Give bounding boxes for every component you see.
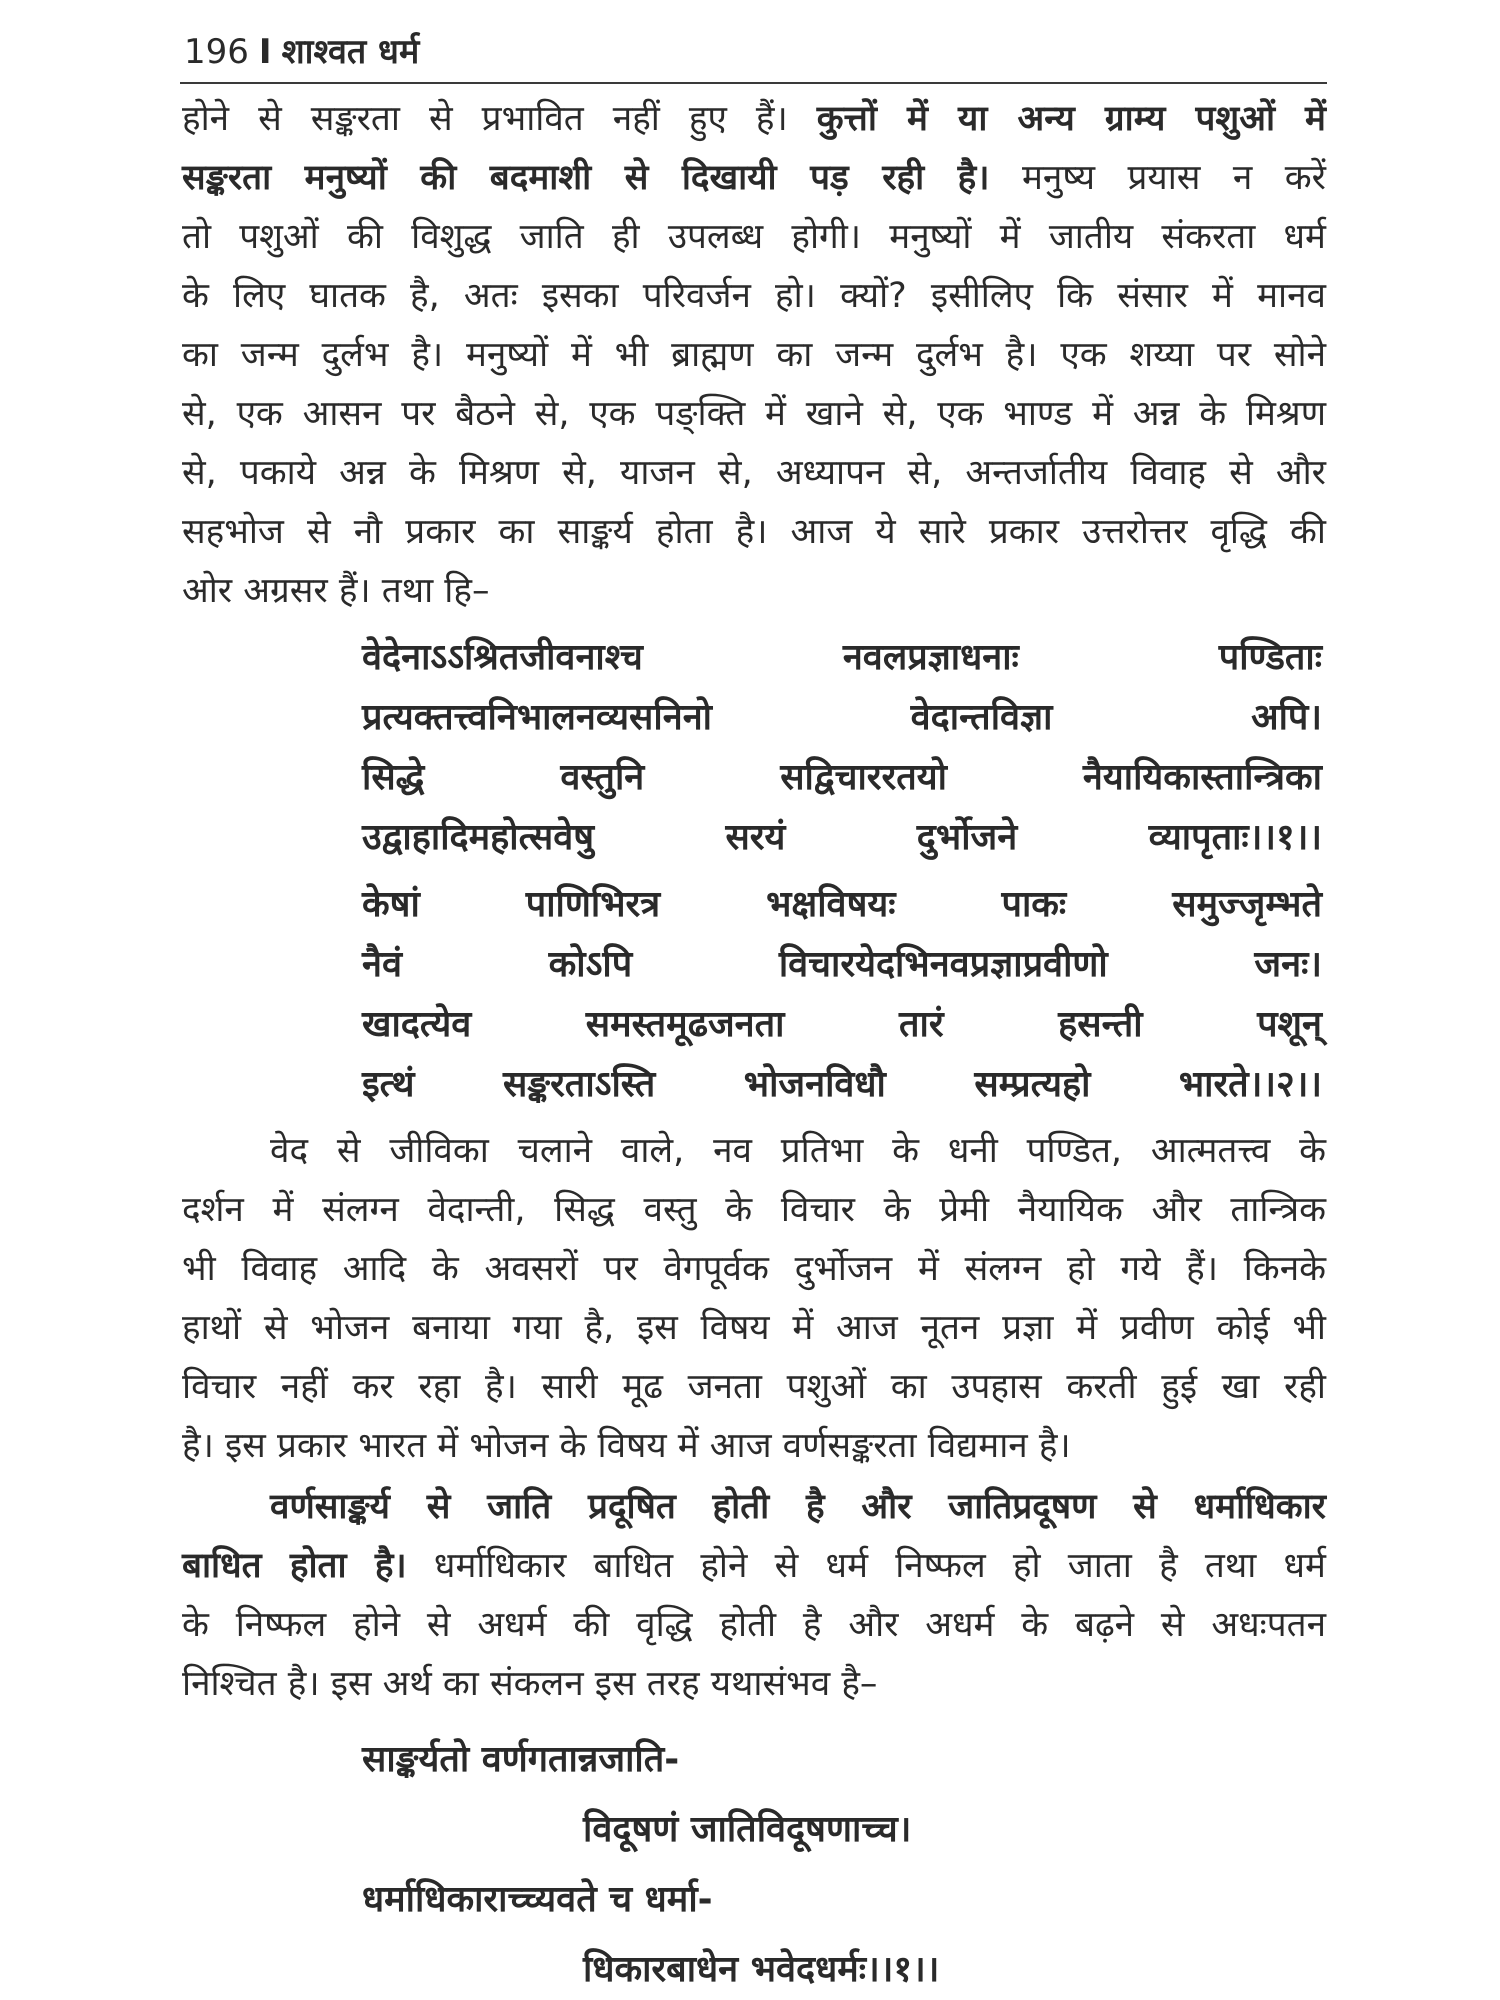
page-number: 196: [184, 32, 249, 72]
para3-line-1: वर्णसाङ्कर्य से जाति प्रदूषित होती है और जातिप्रदूषण से धर्माधिकार: [270, 1487, 1326, 1527]
para1-line-4: के लिए घातक है, अतः इसका परिवर्जन हो। क्यों? इसीलिए कि संसार में मानव: [182, 276, 1326, 316]
para1-line-3: तो पशुओं की विशुद्ध जाति ही उपलब्ध होगी। मनुष्यों में जातीय संकरता धर्म: [182, 217, 1326, 257]
verse1-line-1: वेदेनाऽऽश्रितजीवनाश्च नवलप्रज्ञाधनाः पण्डिताः: [362, 637, 1322, 678]
bold-emphasis: सङ्करता मनुष्यों की बदमाशी से दिखायी पड़ रही है।: [182, 158, 990, 198]
verse2-line-4: इत्थं सङ्करताऽस्ति भोजनविधौ सम्प्रत्यहो भारते।।२।।: [362, 1064, 1322, 1105]
para1-line-5: का जन्म दुर्लभ है। मनुष्यों में भी ब्राह्मण का जन्म दुर्लभ है। एक शय्या पर सोने: [182, 335, 1326, 375]
para2-line-3: भी विवाह आदि के अवसरों पर वेगपूर्वक दुर्भोजन में संलग्न हो गये हैं। किनके: [182, 1249, 1326, 1289]
para1-line-6: से, एक आसन पर बैठने से, एक पङ्क्ति में खाने से, एक भाण्ड में अन्न के मिश्रण: [182, 394, 1326, 434]
para3-line-3: के निष्फल होने से अधर्म की वृद्धि होती है और अधर्म के बढ़ने से अधःपतन: [182, 1605, 1326, 1645]
para2-line-6: है। इस प्रकार भारत में भोजन के विषय में आज वर्णसङ्करता विद्यमान है।: [182, 1426, 1071, 1466]
verse2-line-1: केषां पाणिभिरत्र भक्षविषयः पाकः समुज्जृम्भते: [362, 884, 1322, 925]
verse2-line-2: नैवं कोऽपि विचारयेदभिनवप्रज्ञाप्रवीणो जनः।: [362, 944, 1322, 985]
verse3-line-1: साङ्कर्यतो वर्णगतान्नजाति-: [362, 1739, 680, 1780]
para1-line-2: सङ्करता मनुष्यों की बदमाशी से दिखायी पड़ रही है। मनुष्य प्रयास न करें: [182, 158, 1326, 198]
header-rule: [180, 82, 1327, 84]
para2-line-4: हाथों से भोजन बनाया गया है, इस विषय में आज नूतन प्रज्ञा में प्रवीण कोई भी: [182, 1308, 1326, 1348]
verse1-line-2: प्रत्यक्तत्त्वनिभालनव्यसनिनो वेदान्तविज्ञा अपि।: [362, 697, 1322, 738]
verse3-line-3: धर्माधिकाराच्च्यवते च धर्मा-: [362, 1879, 713, 1920]
para1-line-1: होने से सङ्करता से प्रभावित नहीं हुए हैं। कुत्तों में या अन्य ग्राम्य पशुओं में: [182, 99, 1326, 139]
book-title: शाश्वत धर्म: [281, 32, 420, 72]
para3-line-4: निश्चित है। इस अर्थ का संकलन इस तरह यथासंभव है–: [182, 1664, 878, 1704]
para2-line-1: वेद से जीविका चलाने वाले, नव प्रतिभा के धनी पण्डित, आत्मतत्त्व के: [270, 1131, 1326, 1171]
bold-emphasis: बाधित होता है।: [182, 1546, 407, 1586]
para3-line-2: बाधित होता है। धर्माधिकार बाधित होने से धर्म निष्फल हो जाता है तथा धर्म: [182, 1546, 1326, 1586]
header-separator: I: [258, 32, 272, 72]
para2-line-2: दर्शन में संलग्न वेदान्ती, सिद्ध वस्तु के विचार के प्रेमी नैयायिक और तान्त्रिक: [182, 1190, 1326, 1230]
para1-line-9: ओर अग्रसर हैं। तथा हि–: [182, 571, 490, 611]
verse3-line-4: धिकारबाधेन भवेदधर्मः।।१।।: [583, 1949, 940, 1990]
para1-line-8: सहभोज से नौ प्रकार का साङ्कर्य होता है। आज ये सारे प्रकार उत्तरोत्तर वृद्धि की: [182, 512, 1326, 552]
bold-emphasis: कुत्तों में या अन्य ग्राम्य पशुओं में: [816, 99, 1326, 139]
para1-line-7: से, पकाये अन्न के मिश्रण से, याजन से, अध्यापन से, अन्तर्जातीय विवाह से और: [182, 453, 1326, 493]
running-header: [184, 30, 419, 74]
verse3-line-2: विदूषणं जातिविदूषणाच्च।: [583, 1809, 912, 1850]
verse1-line-4: उद्वाहादिमहोत्सवेषु सरयं दुर्भोजने व्यापृताः।।१।।: [362, 817, 1322, 858]
para2-line-5: विचार नहीं कर रहा है। सारी मूढ जनता पशुओं का उपहास करती हुई खा रही: [182, 1367, 1326, 1407]
verse2-line-3: खादत्येव समस्तमूढजनता तारं हसन्ती पशून्: [362, 1004, 1322, 1045]
verse1-line-3: सिद्धे वस्तुनि सद्विचाररतयो नैयायिकास्तान्त्रिका: [362, 757, 1322, 798]
